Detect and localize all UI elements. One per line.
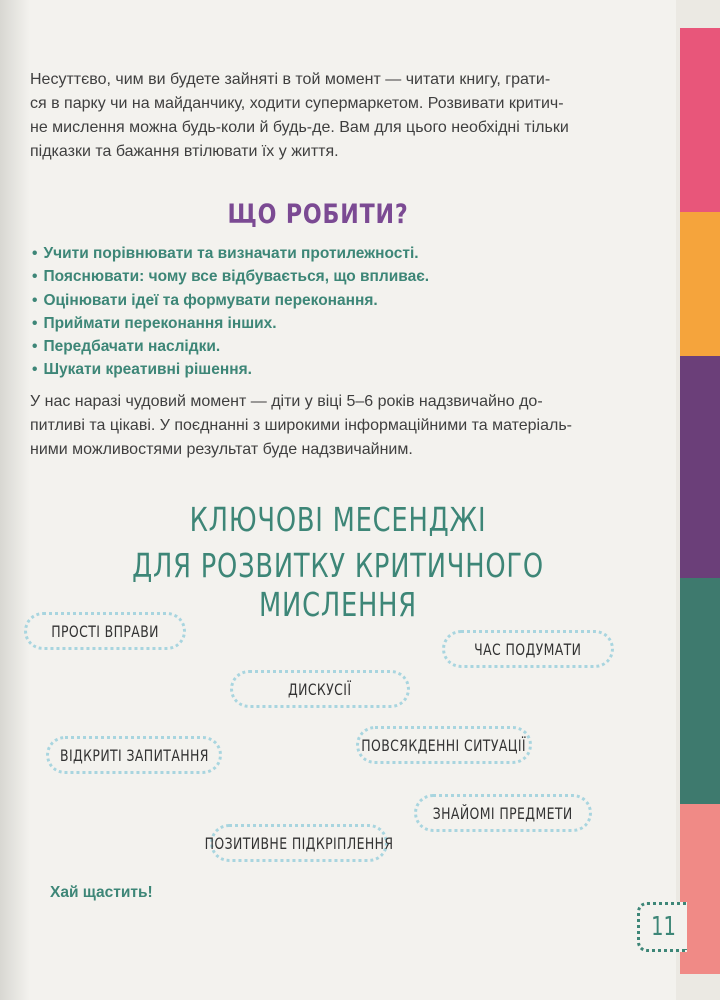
key-messages-title-line1: КЛЮЧОВІ МЕСЕНДЖІ: [189, 500, 487, 539]
tag-simple-exercises: ПРОСТІ ВПРАВИ: [24, 612, 186, 650]
page-number: 11: [651, 912, 676, 942]
tag-everyday-situations: ПОВСЯКДЕННІ СИТУАЦІЇ: [356, 726, 532, 764]
list-item: • Оцінювати ідеї та формувати переконання.: [32, 291, 378, 309]
tag-familiar-objects: ЗНАЙОМІ ПРЕДМЕТИ: [414, 794, 592, 832]
page-number-badge: [637, 902, 687, 952]
bullet-icon: •: [32, 245, 38, 262]
intro-paragraph: [30, 68, 618, 164]
closing-text: Хай щастить!: [50, 884, 153, 901]
moment-line: питливі та цікаві. У поєднанні з широкими інформаційними та матеріаль-: [30, 417, 573, 434]
moment-line: У нас наразі чудовий момент — діти у віці 5–6 років надзвичайно до-: [30, 393, 543, 410]
bullet-icon: •: [32, 338, 38, 356]
what-to-do-heading: ЩО РОБИТИ?: [227, 199, 409, 230]
intro-line: ся в парку чи на майданчику, ходити супермаркетом. Розвивати критич-: [30, 95, 564, 112]
tag-discussions: ДИСКУСІЇ: [230, 670, 410, 708]
tag-positive-reinforcement: ПОЗИТИВНЕ ПІДКРІПЛЕННЯ: [210, 824, 388, 862]
index-tab-teal: [680, 578, 720, 804]
moment-paragraph: [30, 390, 618, 462]
index-tab-orange: [680, 212, 720, 356]
list-item: • Шукати креативні рішення.: [32, 361, 252, 379]
bullet-icon: •: [32, 268, 38, 286]
page-gutter-shadow: [0, 0, 30, 1000]
list-item: • Учити порівнювати та визначати протилежності.: [32, 245, 419, 262]
bullet-icon: •: [32, 314, 38, 332]
intro-line: підказки та бажання втілювати їх у життя.: [30, 143, 339, 160]
tag-time-to-think: ЧАС ПОДУМАТИ: [442, 630, 614, 668]
bullet-icon: •: [32, 291, 38, 309]
index-tab-purple: [680, 356, 720, 578]
moment-line: ними можливостями результат буде надзвичайним.: [30, 441, 413, 458]
index-tab-pink: [680, 28, 720, 212]
what-to-do-list: [32, 242, 632, 382]
list-item: • Пояснювати: чому все відбувається, що впливає.: [32, 268, 430, 286]
intro-line: не мислення можна будь-коли й будь-де. Вам для цього необхідні тільки: [30, 119, 569, 136]
intro-line: Несуттєво, чим ви будете зайняті в той момент — читати книгу, грати-: [30, 71, 551, 88]
key-messages-title-line2: ДЛЯ РОЗВИТКУ КРИТИЧНОГО МИСЛЕННЯ: [132, 546, 544, 624]
tag-open-questions: ВІДКРИТІ ЗАПИТАННЯ: [46, 736, 222, 774]
list-item: • Приймати переконання інших.: [32, 314, 277, 332]
bullet-icon: •: [32, 361, 38, 379]
list-item: • Передбачати наслідки.: [32, 338, 221, 356]
